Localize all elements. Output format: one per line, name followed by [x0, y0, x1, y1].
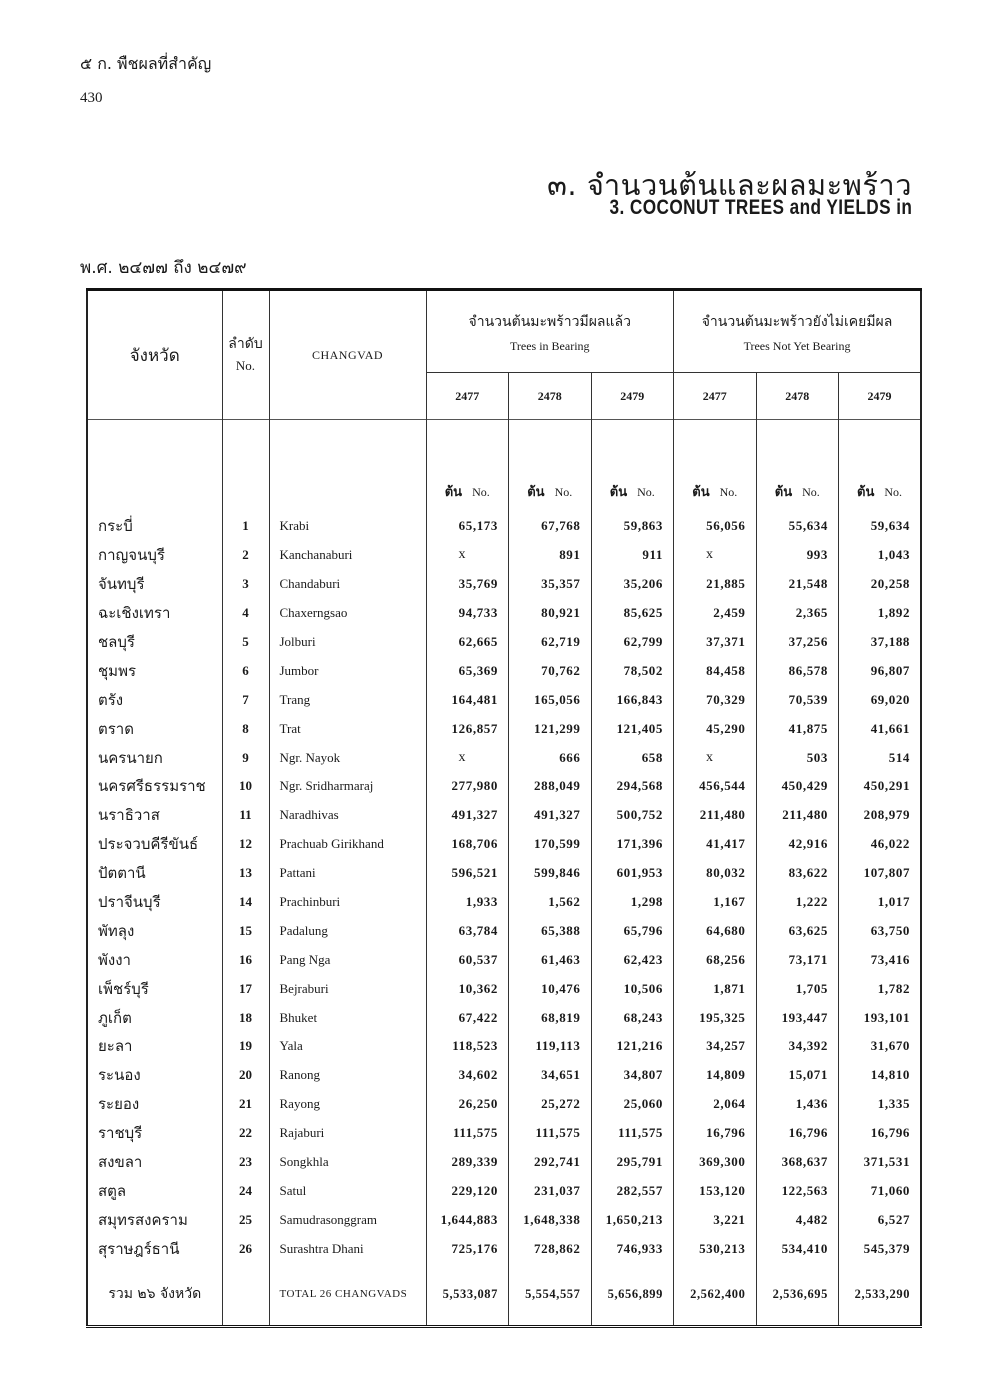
changvad-en: Bhuket	[269, 1003, 426, 1032]
tree-count: 16,796	[674, 1119, 757, 1148]
tree-count: 171,396	[591, 830, 674, 859]
changwat-thai: ปราจีนบุรี	[98, 893, 161, 912]
table-row	[87, 714, 921, 743]
row-number: 8	[222, 714, 269, 743]
total-label-en: TOTAL 26 CHANGVADS	[269, 1263, 426, 1327]
tree-count: 1,650,213	[591, 1205, 674, 1234]
tree-count: 16,796	[756, 1119, 839, 1148]
tree-count: 193,101	[839, 1003, 922, 1032]
table-row	[87, 743, 921, 772]
tree-count: 67,768	[509, 512, 592, 541]
tree-count: 34,257	[674, 1032, 757, 1061]
total-value: 5,533,087	[426, 1263, 509, 1327]
tree-count: 456,544	[674, 772, 757, 801]
row-number: 20	[222, 1061, 269, 1090]
tree-count: 70,539	[756, 685, 839, 714]
tree-count: 34,392	[756, 1032, 839, 1061]
tree-count: 34,651	[509, 1061, 592, 1090]
total-value: 2,536,695	[756, 1263, 839, 1327]
table-row	[87, 1032, 921, 1061]
tree-count: 1,017	[839, 888, 922, 917]
changwat-thai: ชลบุรี	[98, 633, 135, 651]
row-number: 14	[222, 888, 269, 917]
table-row	[87, 1234, 921, 1263]
tree-count: 294,568	[591, 772, 674, 801]
header-year: 2477	[426, 373, 509, 420]
tree-count: 46,022	[839, 830, 922, 859]
tree-count: 21,548	[756, 570, 839, 599]
tree-count: 111,575	[509, 1119, 592, 1148]
tree-count: 1,436	[756, 1090, 839, 1119]
tree-count: 65,388	[509, 916, 592, 945]
tree-count: 2,064	[674, 1090, 757, 1119]
tree-count: 369,300	[674, 1148, 757, 1177]
tree-count: 37,371	[674, 628, 757, 657]
changwat-thai: นครศรีธรรมราช	[98, 777, 206, 796]
row-number: 3	[222, 570, 269, 599]
tree-count: 118,523	[426, 1032, 509, 1061]
row-number: 24	[222, 1176, 269, 1205]
tree-count: 450,291	[839, 772, 922, 801]
tree-count: 68,819	[509, 1003, 592, 1032]
tree-count: 153,120	[674, 1176, 757, 1205]
changvad-en: Satul	[269, 1176, 426, 1205]
row-number: 17	[222, 974, 269, 1003]
tree-count: 41,417	[674, 830, 757, 859]
row-number: 9	[222, 743, 269, 772]
changwat-thai: สตูล	[98, 1181, 127, 1200]
changvad-en: Ranong	[269, 1061, 426, 1090]
row-number: 6	[222, 656, 269, 685]
tree-count: 14,809	[674, 1061, 757, 1090]
changvad-en: Trang	[269, 685, 426, 714]
unit-label: ต้น No.	[756, 420, 839, 513]
changwat-thai: ปัตตานี	[98, 864, 146, 883]
tree-count: 545,379	[839, 1234, 922, 1263]
row-number: 2	[222, 541, 269, 570]
row-number: 11	[222, 801, 269, 830]
unit-label: ต้น No.	[839, 420, 922, 513]
tree-count: 73,416	[839, 945, 922, 974]
tree-count: 41,875	[756, 714, 839, 743]
tree-count: 65,369	[426, 656, 509, 685]
table-row	[87, 1205, 921, 1234]
changwat-thai: ฉะเชิงเทรา	[98, 604, 171, 623]
changvad-en: Pang Nga	[269, 945, 426, 974]
tree-count: 658	[591, 743, 674, 772]
changvad-en: Yala	[269, 1032, 426, 1061]
header-year: 2478	[756, 373, 839, 420]
row-number: 4	[222, 599, 269, 628]
changwat-thai: ตรัง	[98, 690, 124, 709]
tree-count: 1,871	[674, 974, 757, 1003]
year-range: พ.ศ. ๒๔๗๗ ถึง ๒๔๗๙	[80, 258, 247, 278]
tree-count: 111,575	[591, 1119, 674, 1148]
header-number-en: No.	[235, 358, 256, 373]
tree-count: 295,791	[591, 1148, 674, 1177]
tree-count: 61,463	[509, 945, 592, 974]
tree-count: 1,933	[426, 888, 509, 917]
unit-label: ต้น No.	[674, 420, 757, 513]
table-title-english: 3. COCONUT TREES and YIELDS in	[609, 196, 912, 219]
changwat-thai: ภูเก็ต	[98, 1008, 132, 1027]
tree-count: 1,705	[756, 974, 839, 1003]
tree-count: 289,339	[426, 1148, 509, 1177]
tree-count: 2,365	[756, 599, 839, 628]
changvad-en: Bejraburi	[269, 974, 426, 1003]
changwat-thai: จันทบุรี	[98, 575, 145, 594]
changwat-thai: ระยอง	[98, 1095, 140, 1114]
tree-count: 514	[839, 743, 922, 772]
tree-count: 62,719	[509, 628, 592, 657]
tree-count: 596,521	[426, 859, 509, 888]
tree-count: 126,857	[426, 714, 509, 743]
tree-count: 277,980	[426, 772, 509, 801]
table-row	[87, 1090, 921, 1119]
total-value: 2,533,290	[839, 1263, 922, 1327]
table-row	[87, 685, 921, 714]
unit-label: ต้น No.	[509, 420, 592, 513]
tree-count: 666	[509, 743, 592, 772]
tree-count: 65,173	[426, 512, 509, 541]
header-group-not-bearing-en: Trees Not Yet Bearing	[674, 333, 922, 373]
tree-count: 911	[591, 541, 674, 570]
changwat-thai: สมุทรสงคราม	[98, 1210, 188, 1229]
table-row	[87, 772, 921, 801]
tree-count: 993	[756, 541, 839, 570]
table-title-thai: ๓. จำนวนต้นและผลมะพร้าว	[547, 168, 912, 202]
tree-count: x	[674, 541, 757, 570]
header-group-bearing-thai: จำนวนต้นมะพร้าวมีผลแล้ว	[426, 290, 674, 334]
tree-count: 121,299	[509, 714, 592, 743]
tree-count: 122,563	[756, 1176, 839, 1205]
changvad-en: Trat	[269, 714, 426, 743]
tree-count: 4,482	[756, 1205, 839, 1234]
changwat-thai: ยะลา	[98, 1037, 133, 1056]
tree-count: 63,625	[756, 916, 839, 945]
tree-count: 601,953	[591, 859, 674, 888]
tree-count: 121,216	[591, 1032, 674, 1061]
tree-count: 728,862	[509, 1234, 592, 1263]
tree-count: 211,480	[756, 801, 839, 830]
tree-count: 1,892	[839, 599, 922, 628]
tree-count: 530,213	[674, 1234, 757, 1263]
row-number: 13	[222, 859, 269, 888]
tree-count: 96,807	[839, 656, 922, 685]
tree-count: 20,258	[839, 570, 922, 599]
table-row	[87, 570, 921, 599]
tree-count: 166,843	[591, 685, 674, 714]
header-year: 2477	[674, 373, 757, 420]
table-row	[87, 1119, 921, 1148]
table-row	[87, 830, 921, 859]
coconut-table	[86, 288, 920, 1328]
changwat-thai: นราธิวาส	[98, 806, 160, 825]
tree-count: 1,782	[839, 974, 922, 1003]
tree-count: 42,916	[756, 830, 839, 859]
tree-count: 62,799	[591, 628, 674, 657]
tree-count: 164,481	[426, 685, 509, 714]
changwat-thai: สุราษฎร์ธานี	[98, 1239, 180, 1258]
table-row	[87, 945, 921, 974]
table-body	[87, 512, 921, 1263]
row-number: 23	[222, 1148, 269, 1177]
tree-count: 229,120	[426, 1176, 509, 1205]
tree-count: 34,807	[591, 1061, 674, 1090]
tree-count: 41,661	[839, 714, 922, 743]
header-group-not-bearing-thai: จำนวนต้นมะพร้าวยังไม่เคยมีผล	[674, 290, 922, 334]
tree-count: 1,167	[674, 888, 757, 917]
header-year: 2479	[591, 373, 674, 420]
header-number-thai: ลำดับ	[228, 336, 263, 352]
tree-count: 68,256	[674, 945, 757, 974]
tree-count: 25,272	[509, 1090, 592, 1119]
tree-count: 15,071	[756, 1061, 839, 1090]
tree-count: 10,476	[509, 974, 592, 1003]
tree-count: 84,458	[674, 656, 757, 685]
tree-count: 746,933	[591, 1234, 674, 1263]
changvad-en: Kanchanaburi	[269, 541, 426, 570]
tree-count: 231,037	[509, 1176, 592, 1205]
tree-count: x	[426, 743, 509, 772]
changvad-en: Prachinburi	[269, 888, 426, 917]
tree-count: 450,429	[756, 772, 839, 801]
header-changwat-thai: จังหวัด	[129, 345, 180, 366]
tree-count: x	[426, 541, 509, 570]
row-number: 18	[222, 1003, 269, 1032]
tree-count: 891	[509, 541, 592, 570]
header-year: 2479	[839, 373, 922, 420]
tree-count: 71,060	[839, 1176, 922, 1205]
table-row	[87, 916, 921, 945]
table-row	[87, 656, 921, 685]
table-row	[87, 541, 921, 570]
tree-count: 25,060	[591, 1090, 674, 1119]
row-number: 5	[222, 628, 269, 657]
tree-count: 119,113	[509, 1032, 592, 1061]
tree-count: 1,562	[509, 888, 592, 917]
changwat-thai: ประจวบคีรีขันธ์	[98, 835, 199, 854]
total-value: 2,562,400	[674, 1263, 757, 1327]
tree-count: 503	[756, 743, 839, 772]
tree-count: 211,480	[674, 801, 757, 830]
total-value: 5,656,899	[591, 1263, 674, 1327]
changwat-thai: นครนายก	[98, 748, 163, 767]
tree-count: 3,221	[674, 1205, 757, 1234]
tree-count: 67,422	[426, 1003, 509, 1032]
table-row	[87, 859, 921, 888]
header-number	[222, 290, 269, 420]
tree-count: 69,020	[839, 685, 922, 714]
changwat-thai: ตราด	[98, 719, 134, 738]
tree-count: 491,327	[426, 801, 509, 830]
row-number: 10	[222, 772, 269, 801]
tree-count: 168,706	[426, 830, 509, 859]
tree-count: 111,575	[426, 1119, 509, 1148]
tree-count: 1,644,883	[426, 1205, 509, 1234]
row-number: 22	[222, 1119, 269, 1148]
tree-count: 368,637	[756, 1148, 839, 1177]
changvad-en: Ngr. Sridharmaraj	[269, 772, 426, 801]
table-row	[87, 1148, 921, 1177]
tree-count: 725,176	[426, 1234, 509, 1263]
changvad-en: Rayong	[269, 1090, 426, 1119]
changvad-en: Jumbor	[269, 656, 426, 685]
tree-count: 45,290	[674, 714, 757, 743]
total-row	[87, 1263, 921, 1327]
tree-count: 37,188	[839, 628, 922, 657]
changvad-en: Ngr. Nayok	[269, 743, 426, 772]
tree-count: 63,784	[426, 916, 509, 945]
changvad-en: Songkhla	[269, 1148, 426, 1177]
table-row	[87, 599, 921, 628]
table-row	[87, 888, 921, 917]
row-number: 19	[222, 1032, 269, 1061]
table-row	[87, 1003, 921, 1032]
tree-count: 63,750	[839, 916, 922, 945]
total-value: 5,554,557	[509, 1263, 592, 1327]
row-number: 25	[222, 1205, 269, 1234]
unit-row	[87, 420, 921, 513]
tree-count: 10,362	[426, 974, 509, 1003]
changwat-thai: กระบี่	[98, 517, 133, 536]
tree-count: 599,846	[509, 859, 592, 888]
tree-count: 59,863	[591, 512, 674, 541]
tree-count: 193,447	[756, 1003, 839, 1032]
tree-count: 62,423	[591, 945, 674, 974]
tree-count: 62,665	[426, 628, 509, 657]
tree-count: 35,357	[509, 570, 592, 599]
changvad-en: Jolburi	[269, 628, 426, 657]
row-number: 15	[222, 916, 269, 945]
changvad-en: Chandaburi	[269, 570, 426, 599]
row-number: 12	[222, 830, 269, 859]
tree-count: 500,752	[591, 801, 674, 830]
changvad-en: Surashtra Dhani	[269, 1234, 426, 1263]
tree-count: 282,557	[591, 1176, 674, 1205]
tree-count: 70,762	[509, 656, 592, 685]
tree-count: 16,796	[839, 1119, 922, 1148]
tree-count: 80,921	[509, 599, 592, 628]
tree-count: 70,329	[674, 685, 757, 714]
tree-count: 2,459	[674, 599, 757, 628]
changvad-en: Rajaburi	[269, 1119, 426, 1148]
tree-count: 292,741	[509, 1148, 592, 1177]
tree-count: 35,769	[426, 570, 509, 599]
changvad-en: Naradhivas	[269, 801, 426, 830]
unit-label: ต้น No.	[591, 420, 674, 513]
row-number: 1	[222, 512, 269, 541]
row-number: 21	[222, 1090, 269, 1119]
tree-count: 26,250	[426, 1090, 509, 1119]
tree-count: 288,049	[509, 772, 592, 801]
tree-count: 165,056	[509, 685, 592, 714]
tree-count: 21,885	[674, 570, 757, 599]
tree-count: 83,622	[756, 859, 839, 888]
table-row	[87, 801, 921, 830]
total-label-thai: รวม ๒๖ จังหวัด	[108, 1286, 202, 1303]
tree-count: 60,537	[426, 945, 509, 974]
changwat-thai: ระนอง	[98, 1066, 141, 1085]
table-row	[87, 1176, 921, 1205]
changvad-en: Samudrasonggram	[269, 1205, 426, 1234]
changwat-thai: กาญจนบุรี	[98, 546, 165, 565]
row-number: 26	[222, 1234, 269, 1263]
tree-count: 68,243	[591, 1003, 674, 1032]
tree-count: 65,796	[591, 916, 674, 945]
tree-count: 10,506	[591, 974, 674, 1003]
tree-count: 1,648,338	[509, 1205, 592, 1234]
tree-count: 1,298	[591, 888, 674, 917]
tree-count: 31,670	[839, 1032, 922, 1061]
tree-count: 1,335	[839, 1090, 922, 1119]
tree-count: 14,810	[839, 1061, 922, 1090]
header-group-bearing-en: Trees in Bearing	[426, 333, 674, 373]
tree-count: 208,979	[839, 801, 922, 830]
changvad-en: Krabi	[269, 512, 426, 541]
tree-count: 6,527	[839, 1205, 922, 1234]
tree-count: 55,634	[756, 512, 839, 541]
row-number: 16	[222, 945, 269, 974]
tree-count: 35,206	[591, 570, 674, 599]
changvad-en: Chaxerngsao	[269, 599, 426, 628]
unit-label: ต้น No.	[426, 420, 509, 513]
changvad-en: Padalung	[269, 916, 426, 945]
changwat-thai: เพ็ชร์บุรี	[98, 979, 149, 998]
table-row	[87, 974, 921, 1003]
tree-count: 94,733	[426, 599, 509, 628]
tree-count: 59,634	[839, 512, 922, 541]
row-number: 7	[222, 685, 269, 714]
tree-count: 534,410	[756, 1234, 839, 1263]
tree-count: 85,625	[591, 599, 674, 628]
tree-count: 64,680	[674, 916, 757, 945]
section-tag: ๕ ก. พืชผลที่สำคัญ	[80, 54, 212, 73]
header-year: 2478	[509, 373, 592, 420]
changwat-thai: ราชบุรี	[98, 1124, 143, 1143]
changwat-thai: พังงา	[98, 950, 131, 969]
tree-count: 78,502	[591, 656, 674, 685]
changwat-thai: ชุมพร	[98, 661, 137, 680]
page-number: 430	[80, 90, 103, 106]
tree-count: 195,325	[674, 1003, 757, 1032]
tree-count: 170,599	[509, 830, 592, 859]
table-row	[87, 512, 921, 541]
header-changvad-en: CHANGVAD	[269, 290, 426, 420]
changvad-en: Pattani	[269, 859, 426, 888]
tree-count: x	[674, 743, 757, 772]
tree-count: 121,405	[591, 714, 674, 743]
tree-count: 37,256	[756, 628, 839, 657]
tree-count: 86,578	[756, 656, 839, 685]
tree-count: 491,327	[509, 801, 592, 830]
tree-count: 1,043	[839, 541, 922, 570]
tree-count: 107,807	[839, 859, 922, 888]
tree-count: 371,531	[839, 1148, 922, 1177]
tree-count: 1,222	[756, 888, 839, 917]
tree-count: 80,032	[674, 859, 757, 888]
changwat-thai: สงขลา	[98, 1153, 143, 1172]
table-row	[87, 628, 921, 657]
table-row	[87, 1061, 921, 1090]
tree-count: 34,602	[426, 1061, 509, 1090]
tree-count: 73,171	[756, 945, 839, 974]
tree-count: 56,056	[674, 512, 757, 541]
changwat-thai: พัทลุง	[98, 921, 135, 940]
changvad-en: Prachuab Girikhand	[269, 830, 426, 859]
